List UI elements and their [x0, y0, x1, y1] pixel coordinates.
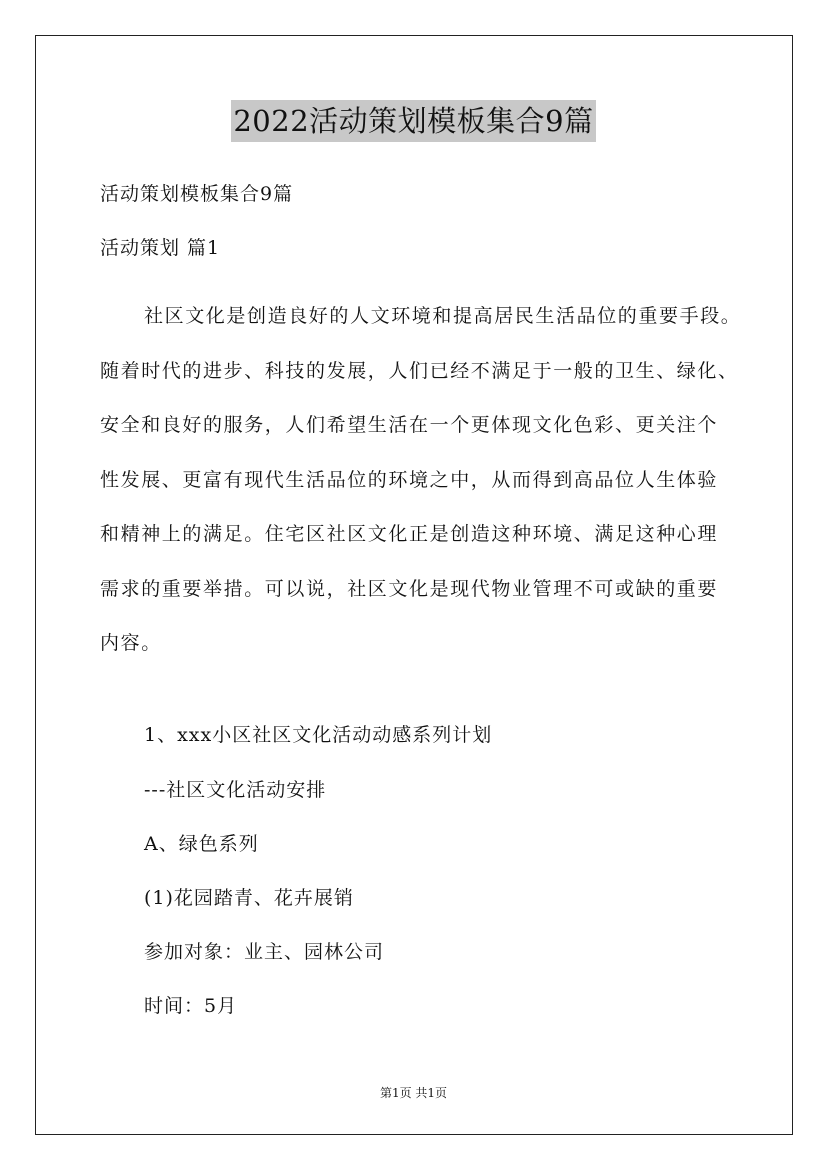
paragraph-line: 和精神上的满足。住宅区社区文化正是创造这种环境、满足这种心理 [100, 523, 719, 545]
paragraph-line: 性发展、更富有现代生活品位的环境之中，从而得到高品位人生体验 [100, 468, 719, 491]
page-footer [0, 1085, 827, 1101]
plan-title: 1、xxx小区社区文化活动动感系列计划 [144, 724, 493, 746]
paragraph-line: 内容。 [100, 632, 162, 654]
paragraph-line: 安全和良好的服务，人们希望生活在一个更体现文化色彩、更关注个 [100, 414, 719, 436]
paragraph-line: 需求的重要举措。可以说，社区文化是现代物业管理不可或缺的重要 [100, 577, 719, 600]
document-subtitle: 活动策划模板集合9篇 [100, 183, 294, 205]
paragraph-line: 随着时代的进步、科技的发展，人们已经不满足于一般的卫生、绿化、 [100, 359, 739, 382]
series-heading: A、绿色系列 [144, 833, 259, 855]
intro-paragraph [100, 289, 750, 671]
page-number: 第1页 共1页 [379, 1086, 448, 1100]
paragraph-line: 社区文化是创造良好的人文环境和提高居民生活品位的重要手段。 [144, 305, 742, 327]
activity-item: (1)花园踏青、花卉展销 [144, 887, 354, 909]
plan-subtitle: ---社区文化活动安排 [144, 779, 327, 801]
section-heading: 活动策划 篇1 [100, 237, 221, 259]
document-title: 2022活动策划模板集合9篇 [231, 100, 595, 142]
title-container [0, 100, 827, 142]
time-line: 时间：5月 [144, 995, 238, 1017]
participants-line: 参加对象：业主、园林公司 [144, 941, 385, 963]
